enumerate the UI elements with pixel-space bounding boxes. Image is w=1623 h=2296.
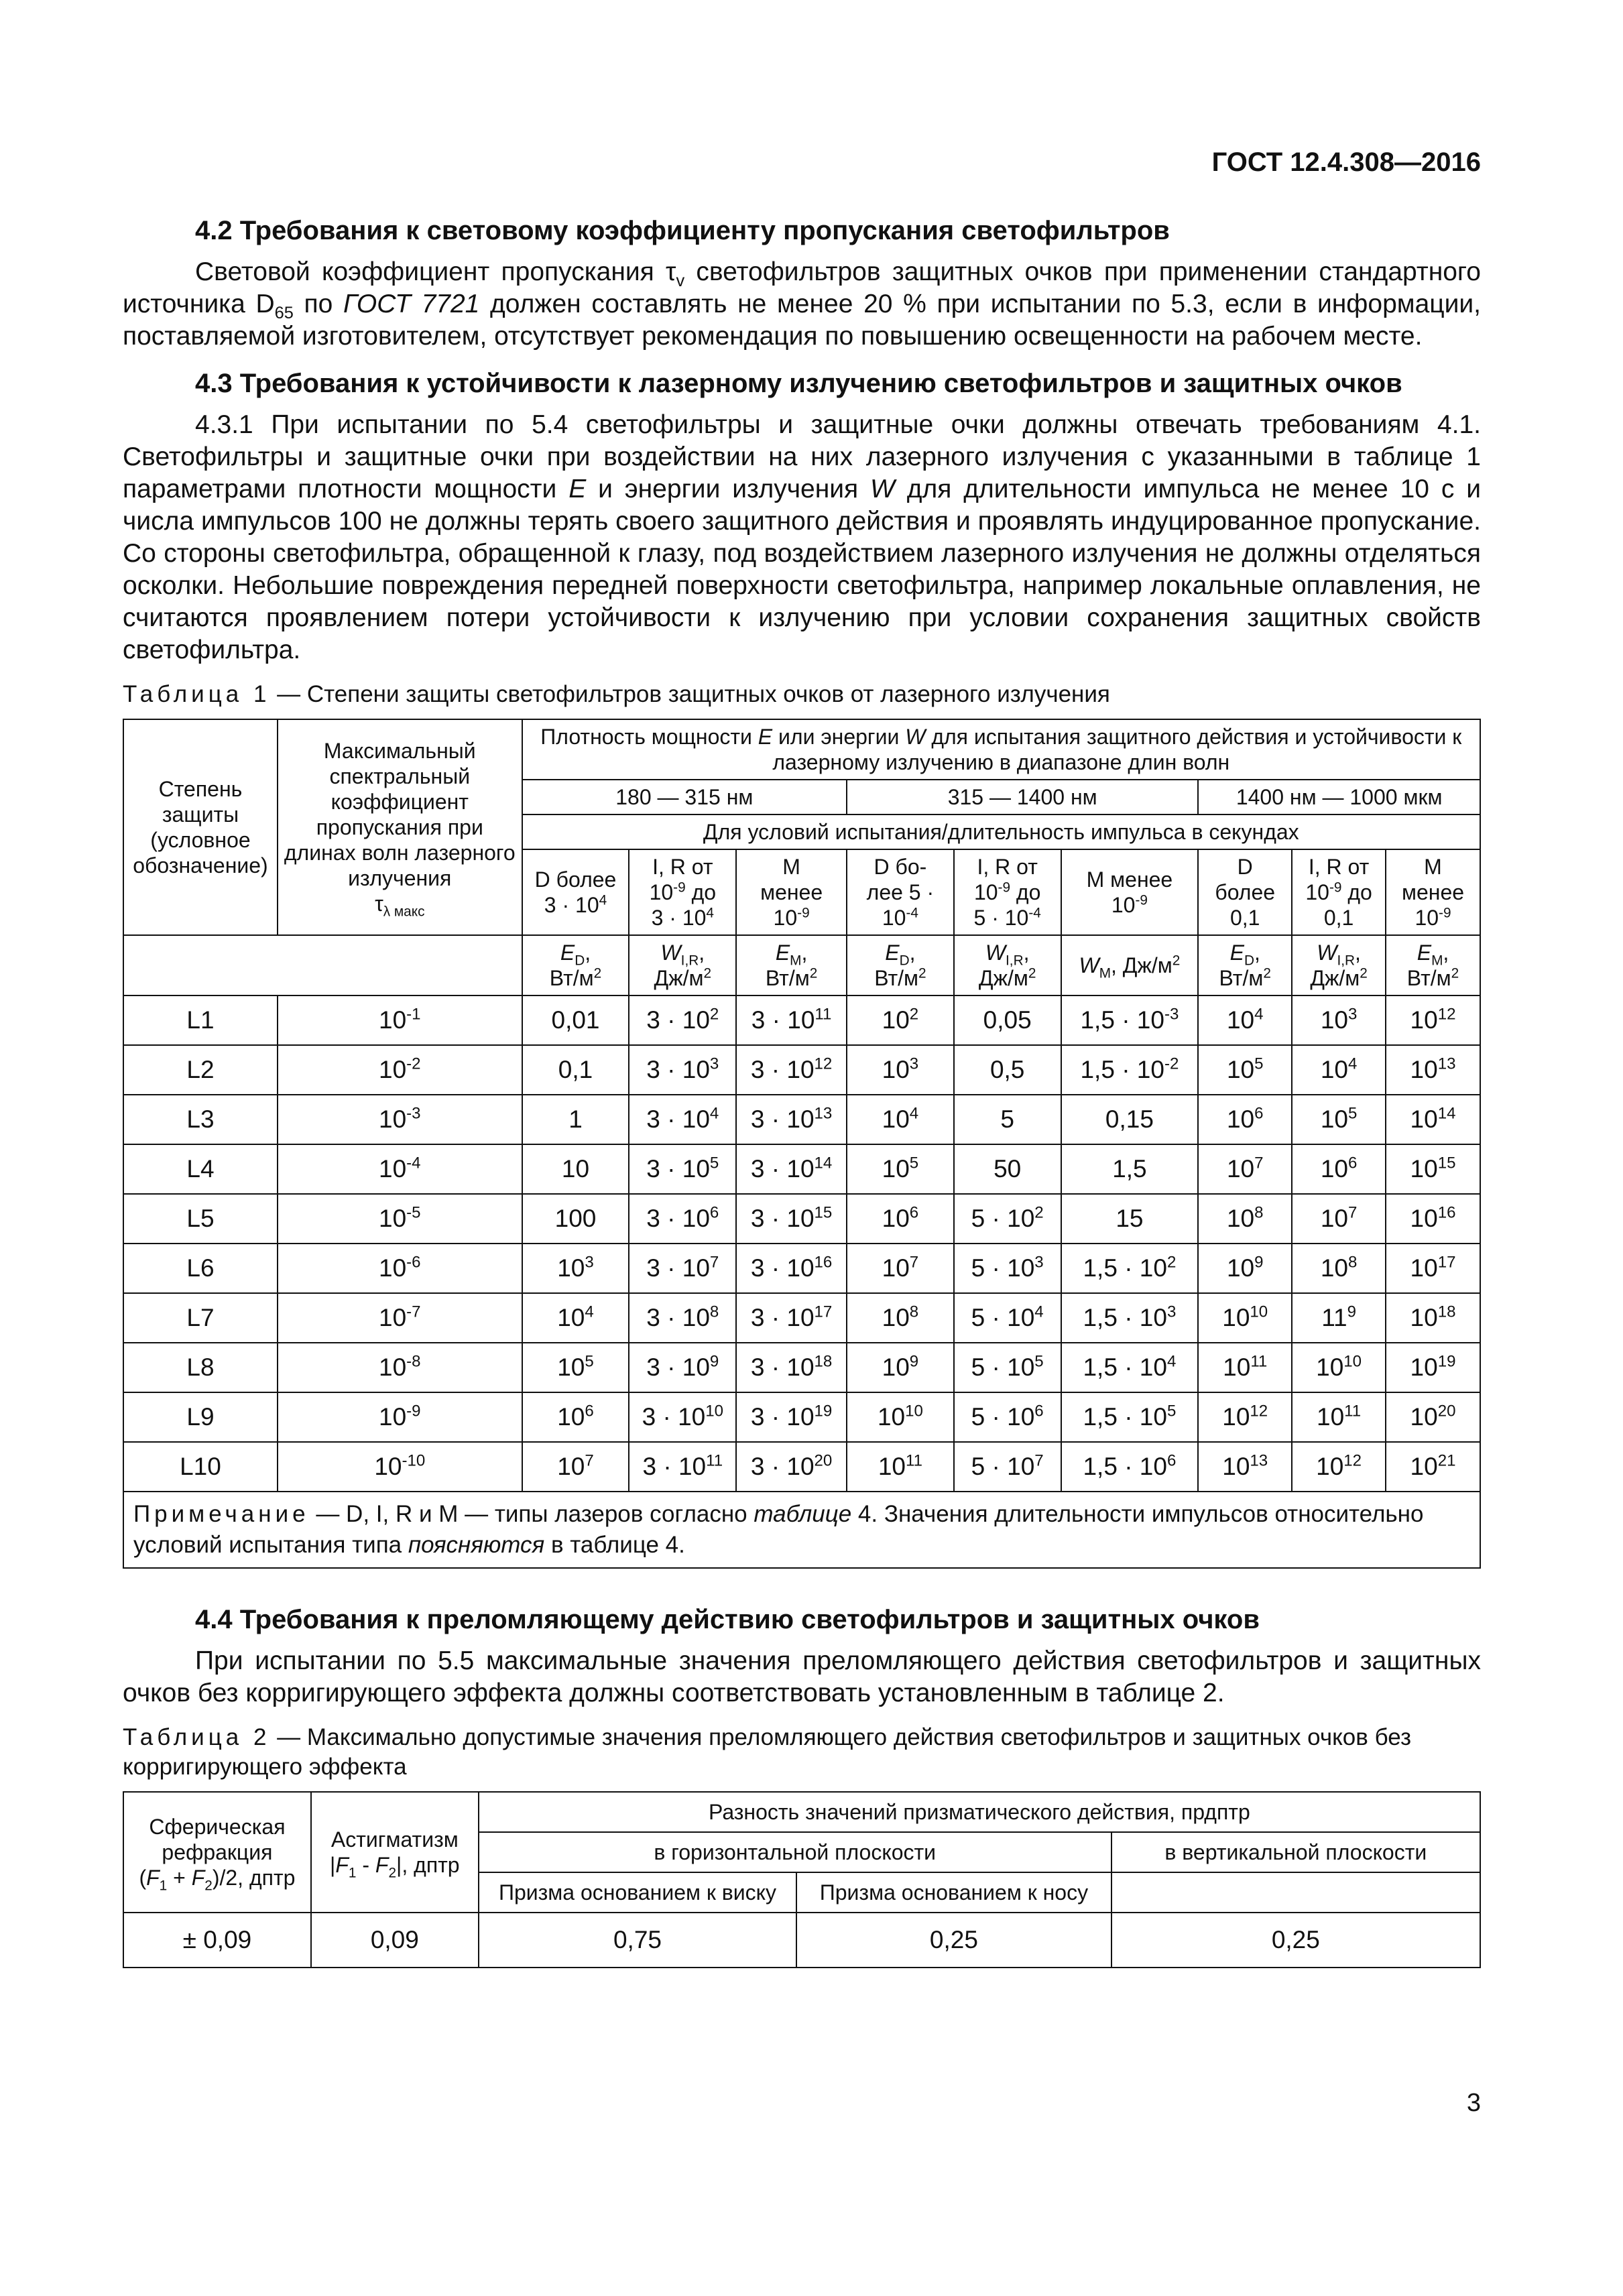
value-cell: $10^{10}$: [847, 1392, 954, 1442]
degree-cell: L9: [123, 1392, 278, 1442]
value-cell: 5: [954, 1095, 1061, 1144]
value-cell: $5 \cdot 10^3$: [954, 1244, 1061, 1293]
page-content: [123, 213, 1481, 1968]
value-cell: $10^{11}$: [1198, 1343, 1292, 1392]
value-cell: 100: [522, 1194, 629, 1244]
unit-1: $E_D$, $Вт/м^2$: [522, 935, 629, 995]
t2-header-nose: Призма основанием к носу: [796, 1872, 1111, 1913]
value-cell: $10^5$: [1292, 1095, 1386, 1144]
standard-number: ГОСТ 12.4.308—2016: [1211, 147, 1481, 177]
table-row: [123, 1244, 1480, 1293]
value-cell: $3 \cdot 10^{20}$: [736, 1442, 847, 1492]
value-cell: $10^{12}$: [1198, 1392, 1292, 1442]
value-cell: $3 \cdot 10^2$: [629, 995, 736, 1045]
table-1-caption: Таблица 1 — Степени защиты светофильтров защитных очков от лазерного излучения: [123, 681, 1110, 707]
unit-9: $E_M$, $Вт/м^2$: [1386, 935, 1480, 995]
value-cell: $1,5 \cdot 10^{-3}$: [1061, 995, 1199, 1045]
t2-vertical-value: 0,25: [1111, 1913, 1480, 1968]
value-cell: $10^{11}$: [847, 1442, 954, 1492]
value-cell: $5 \cdot 10^2$: [954, 1194, 1061, 1244]
value-cell: $10^3$: [1292, 995, 1386, 1045]
value-cell: $10^{10}$: [1198, 1293, 1292, 1343]
value-cell: $10^5$: [1198, 1045, 1292, 1095]
degree-cell: L10: [123, 1442, 278, 1492]
tau-cell: $10^{-8}$: [278, 1343, 522, 1392]
table-1: [123, 719, 1481, 1569]
value-cell: $3 \cdot 10^{17}$: [736, 1293, 847, 1343]
value-cell: $3 \cdot 10^4$: [629, 1095, 736, 1144]
value-cell: $10^8$: [1198, 1194, 1292, 1244]
value-cell: $10^{18}$: [1386, 1293, 1480, 1343]
value-cell: $10^5$: [847, 1144, 954, 1194]
section-4-3-1-text: 4.3.1 При испытании по 5.4 светофильтры и защитные очки должны отвечать требованиям 4.1. Светофильтры и защитные очки при воздействии на них лазерного излучения с указанными в таблице 1 параметрами плотности мощности E и энергии излучения W для длительности импульса не менее 10 с и числа импульсов 100 не должны терять своего защитного действия и проявлять индуцированное пропускание. Со стороны светофильтра, обращенной к глазу, под воздействием лазерного излучения не должны отделяться осколки. Небольшие повреждения передней поверхности светофильтра, например локальные оплавления, не считаются проявлением потери устойчивости к излучению при условии сохранения защитных свойств светофильтра.: [123, 410, 1481, 664]
value-cell: $10^{13}$: [1198, 1442, 1292, 1492]
value-cell: $10^7$: [522, 1442, 629, 1492]
section-4-2-text: Световой коэффициент пропускания $\tau_v$ светофильтров защитных очков при применении стандартного источника $D_{65}$ по ГОСТ 7721 должен составлять не менее 20 % при испытании по 5.3, если в информации, поставляемой изготовителем, отсутствует рекомендация по повышению освещенности на рабочем месте.: [123, 257, 1482, 351]
value-cell: $10^4$: [847, 1095, 954, 1144]
t2-nose-value: 0,25: [796, 1913, 1111, 1968]
unit-7: $E_D$, $Вт/м^2$: [1198, 935, 1292, 995]
value-cell: $10^6$: [1292, 1144, 1386, 1194]
header-range-3: 1400 нм — 1000 мкм: [1198, 780, 1480, 814]
header-range-2: 315 — 1400 нм: [847, 780, 1198, 814]
table-row: [123, 1194, 1480, 1244]
value-cell: $10^{17}$: [1386, 1244, 1480, 1293]
value-cell: $10^{14}$: [1386, 1095, 1480, 1144]
tau-cell: $10^{-10}$: [278, 1442, 522, 1492]
value-cell: $1,5 \cdot 10^4$: [1061, 1343, 1199, 1392]
degree-cell: L4: [123, 1144, 278, 1194]
unit-5: $W_{I,R}$, $Дж/м^2$: [954, 935, 1061, 995]
value-cell: $5 \cdot 10^6$: [954, 1392, 1061, 1442]
value-cell: $10^{12}$: [1386, 995, 1480, 1045]
t2-header-temple: Призма основанием к виску: [479, 1872, 796, 1913]
t2-header-horizontal: в горизонтальной плоскости: [479, 1832, 1111, 1872]
value-cell: 0,05: [954, 995, 1061, 1045]
value-cell: $10^{21}$: [1386, 1442, 1480, 1492]
value-cell: $10^3$: [522, 1244, 629, 1293]
value-cell: $10^4$: [1198, 995, 1292, 1045]
value-cell: $3 \cdot 10^5$: [629, 1144, 736, 1194]
unit-8: $W_{I,R}$, $Дж/м^2$: [1292, 935, 1386, 995]
value-cell: $10^4$: [1292, 1045, 1386, 1095]
value-cell: $10^{13}$: [1386, 1045, 1480, 1095]
value-cell: $3 \cdot 10^7$: [629, 1244, 736, 1293]
table-row: [123, 995, 1480, 1045]
value-cell: $3 \cdot 10^{12}$: [736, 1045, 847, 1095]
t2-header-prism: Разность значений призматического действия, прдптр: [479, 1792, 1480, 1832]
value-cell: $10^7$: [1292, 1194, 1386, 1244]
value-cell: $10^9$: [847, 1343, 954, 1392]
t2-temple-value: 0,75: [479, 1913, 796, 1968]
value-cell: $11^9$: [1292, 1293, 1386, 1343]
table-row: [123, 1392, 1480, 1442]
value-cell: $10^8$: [847, 1293, 954, 1343]
value-cell: $10^{10}$: [1292, 1343, 1386, 1392]
value-cell: $5 \cdot 10^5$: [954, 1343, 1061, 1392]
value-cell: 0,15: [1061, 1095, 1199, 1144]
value-cell: $3 \cdot 10^{18}$: [736, 1343, 847, 1392]
value-cell: $3 \cdot 10^3$: [629, 1045, 736, 1095]
table-row: [123, 1095, 1480, 1144]
value-cell: $10^2$: [847, 995, 954, 1045]
value-cell: $3 \cdot 10^{15}$: [736, 1194, 847, 1244]
cond-2: I, R от $10^{-9}$ до $3 \cdot 10^4$: [629, 849, 736, 935]
degree-cell: L3: [123, 1095, 278, 1144]
page-number: 3: [1466, 2089, 1481, 2117]
value-cell: $10^6$: [522, 1392, 629, 1442]
value-cell: $1,5 \cdot 10^{-2}$: [1061, 1045, 1199, 1095]
value-cell: $3 \cdot 10^{11}$: [736, 995, 847, 1045]
table-row: [123, 1293, 1480, 1343]
value-cell: $10^8$: [1292, 1244, 1386, 1293]
value-cell: $1,5 \cdot 10^6$: [1061, 1442, 1199, 1492]
table-row: [123, 1045, 1480, 1095]
value-cell: $10^{12}$: [1292, 1442, 1386, 1492]
value-cell: $3 \cdot 10^{19}$: [736, 1392, 847, 1442]
t2-astigmatism-value: 0,09: [311, 1913, 479, 1968]
value-cell: $5 \cdot 10^7$: [954, 1442, 1061, 1492]
cond-4: D бо- лее 5 · $10^{-4}$: [847, 849, 954, 935]
degree-cell: L2: [123, 1045, 278, 1095]
value-cell: $1,5 \cdot 10^2$: [1061, 1244, 1199, 1293]
tau-cell: $10^{-2}$: [278, 1045, 522, 1095]
value-cell: $10^{11}$: [1292, 1392, 1386, 1442]
unit-6: $W_M$, $Дж/м^2$: [1061, 935, 1199, 995]
header-degree: Степень защиты (условное обозначение): [123, 719, 278, 935]
value-cell: $3 \cdot 10^9$: [629, 1343, 736, 1392]
t2-header-empty: [1111, 1872, 1480, 1913]
value-cell: $10^6$: [1198, 1095, 1292, 1144]
t2-header-spherical: Сферическая рефракция $(F_1 + F_2)/2$, дптр: [123, 1792, 311, 1913]
degree-cell: L8: [123, 1343, 278, 1392]
value-cell: $10^9$: [1198, 1244, 1292, 1293]
table-row: [123, 1144, 1480, 1194]
value-cell: 1,5: [1061, 1144, 1199, 1194]
value-cell: $3 \cdot 10^{16}$: [736, 1244, 847, 1293]
cond-6: M менее $10^{-9}$: [1061, 849, 1199, 935]
unit-3: $E_M$, $Вт/м^2$: [736, 935, 847, 995]
tau-cell: $10^{-7}$: [278, 1293, 522, 1343]
header-conditions: Для условий испытания/длительность импульса в секундах: [522, 814, 1480, 849]
value-cell: $10^{20}$: [1386, 1392, 1480, 1442]
table-2-caption: Таблица 2 — Максимально допустимые значения преломляющего действия светофильтров и защитных очков без корригирующего эффекта: [123, 1724, 1411, 1780]
value-cell: $3 \cdot 10^{14}$: [736, 1144, 847, 1194]
value-cell: 1: [522, 1095, 629, 1144]
value-cell: 0,01: [522, 995, 629, 1045]
value-cell: $3 \cdot 10^6$: [629, 1194, 736, 1244]
table-row: [123, 1442, 1480, 1492]
tau-cell: $10^{-6}$: [278, 1244, 522, 1293]
table-1-note: Примечание — D, I, R и M — типы лазеров согласно таблице 4. Значения длительности импульсов относительно условий испытания типа поясняются в таблице 4.: [123, 1492, 1480, 1568]
unit-4: $E_D$, $Вт/м^2$: [847, 935, 954, 995]
t2-header-astigmatism: Астигматизм $|F_1 - F_2|$, дптр: [311, 1792, 479, 1913]
cond-5: I, R от $10^{-9}$ до $5 \cdot 10^{-4}$: [954, 849, 1061, 935]
value-cell: $10^5$: [522, 1343, 629, 1392]
value-cell: $10^{15}$: [1386, 1144, 1480, 1194]
cond-8: I, R от $10^{-9}$ до 0,1: [1292, 849, 1386, 935]
cond-9: M менее $10^{-9}$: [1386, 849, 1480, 935]
degree-cell: L1: [123, 995, 278, 1045]
section-4-3-title: 4.3 Требования к устойчивости к лазерному излучению светофильтров и защитных очков: [195, 369, 1402, 398]
table-row: [123, 1913, 1480, 1968]
value-cell: $1,5 \cdot 10^3$: [1061, 1293, 1199, 1343]
cond-7: D более 0,1: [1198, 849, 1292, 935]
value-cell: $3 \cdot 10^{11}$: [629, 1442, 736, 1492]
t2-spherical-value: ± 0,09: [123, 1913, 311, 1968]
header-density: Плотность мощности E или энергии W для испытания защитного действия и устойчивости к лазерному излучению в диапазоне длин волн: [522, 719, 1480, 780]
cond-1: D более $3 \cdot 10^4$: [522, 849, 629, 935]
degree-cell: L6: [123, 1244, 278, 1293]
value-cell: $10^{16}$: [1386, 1194, 1480, 1244]
value-cell: 15: [1061, 1194, 1199, 1244]
section-4-2-title: 4.2 Требования к световому коэффициенту пропускания светофильтров: [195, 216, 1170, 245]
table-2: [123, 1791, 1481, 1968]
value-cell: 50: [954, 1144, 1061, 1194]
value-cell: $3 \cdot 10^{13}$: [736, 1095, 847, 1144]
cond-3: M менее $10^{-9}$: [736, 849, 847, 935]
tau-cell: $10^{-1}$: [278, 995, 522, 1045]
unit-2: $W_{I,R}$, $Дж/м^2$: [629, 935, 736, 995]
value-cell: $5 \cdot 10^4$: [954, 1293, 1061, 1343]
tau-cell: $10^{-9}$: [278, 1392, 522, 1442]
value-cell: $10^7$: [1198, 1144, 1292, 1194]
value-cell: $1,5 \cdot 10^5$: [1061, 1392, 1199, 1442]
value-cell: $10^3$: [847, 1045, 954, 1095]
section-4-4-title: 4.4 Требования к преломляющему действию светофильтров и защитных очков: [195, 1605, 1260, 1634]
header-range-1: 180 — 315 нм: [522, 780, 847, 814]
degree-cell: L7: [123, 1293, 278, 1343]
table-row: [123, 1343, 1480, 1392]
tau-cell: $10^{-4}$: [278, 1144, 522, 1194]
value-cell: $10^6$: [847, 1194, 954, 1244]
value-cell: $10^7$: [847, 1244, 954, 1293]
header-coefficient: Максимальный спектральный коэффициент пропускания при длинах волн лазерного излучения $\tau_{\lambda макс}$: [278, 719, 522, 935]
section-4-4-text: При испытании по 5.5 максимальные значения преломляющего действия светофильтров и защитных очков без корригирующего эффекта должны соответствовать установленным в таблице 2.: [123, 1646, 1481, 1707]
table-1-body: [123, 995, 1480, 1492]
value-cell: $3 \cdot 10^8$: [629, 1293, 736, 1343]
tau-cell: $10^{-3}$: [278, 1095, 522, 1144]
t2-header-vertical: в вертикальной плоскости: [1111, 1832, 1480, 1872]
value-cell: 0,1: [522, 1045, 629, 1095]
value-cell: 0,5: [954, 1045, 1061, 1095]
degree-cell: L5: [123, 1194, 278, 1244]
value-cell: $10^4$: [522, 1293, 629, 1343]
value-cell: $3 \cdot 10^{10}$: [629, 1392, 736, 1442]
value-cell: $10^{19}$: [1386, 1343, 1480, 1392]
value-cell: 10: [522, 1144, 629, 1194]
tau-cell: $10^{-5}$: [278, 1194, 522, 1244]
